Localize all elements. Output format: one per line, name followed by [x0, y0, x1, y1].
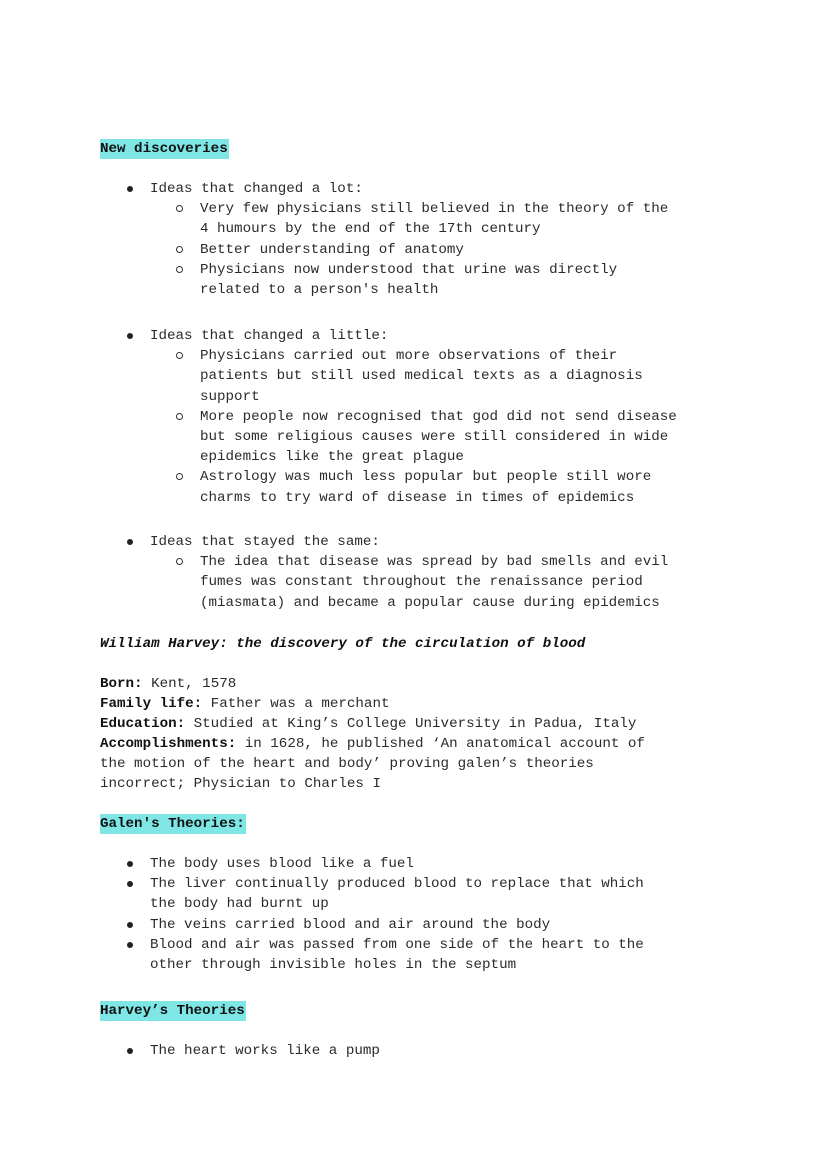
list-item: Ideas that changed a little: Physicians carried out more observations of their patients but still used medical texts as a diagnosis support More people now recognised that god did not send disease but some religious causes were still considered in wide epidemics like the great plague Astrology was much less popular but people still wore charms to try ward of disease in times of epidemics [150, 326, 677, 508]
list-item: Ideas that changed a lot: Very few physicians still believed in the theory of the 4 humours by the end of the 17th century Better understanding of anatomy Physicians now understood that urine was directly related to a person's health [150, 179, 668, 300]
bullet-list-changed-a-little [150, 326, 677, 508]
bullet-list-harvey-theories [150, 1041, 380, 1061]
sub-list [200, 552, 668, 613]
list-item: Ideas that stayed the same: The idea that disease was spread by bad smells and evil fumes was constant throughout the renaissance period (miasmata) and became a popular cause during epidemics [150, 532, 668, 613]
list-item: The veins carried blood and air around the body [150, 915, 644, 935]
list-item: The liver continually produced blood to replace that which the body had burnt up [150, 874, 644, 914]
bullet-list-galen [150, 854, 644, 975]
list-item: The heart works like a pump [150, 1041, 380, 1061]
education-row: Education: Studied at King’s College University in Padua, Italy [100, 716, 637, 732]
sub-list [200, 346, 677, 508]
harvey-info-block [100, 674, 720, 794]
harvey-title: William Harvey: the discovery of the circulation of blood [100, 636, 586, 652]
list-item: Physicians now understood that urine was directly related to a person's health [200, 260, 668, 300]
bullet-list-stayed-the-same [150, 532, 668, 613]
family-row: Family life: Father was a merchant [100, 696, 390, 712]
list-item: Physicians carried out more observations of their patients but still used medical texts as a diagnosis support [200, 346, 677, 407]
accomplishments-line: incorrect; Physician to Charles I [100, 776, 381, 792]
section-heading-new-discoveries: New discoveries [100, 141, 228, 157]
born-row: Born: Kent, 1578 [100, 676, 237, 692]
list-item: Astrology was much less popular but people still wore charms to try ward of disease in times of epidemics [200, 467, 677, 507]
list-item: The body uses blood like a fuel [150, 854, 644, 874]
sub-list [200, 199, 668, 300]
list-item: Very few physicians still believed in the theory of the 4 humours by the end of the 17th century [200, 199, 668, 239]
accomplishments-line: the motion of the heart and body’ proving galen’s theories [100, 756, 594, 772]
section-heading-harvey-theories: Harvey’s Theories [100, 1003, 245, 1019]
list-item: More people now recognised that god did not send disease but some religious causes were still considered in wide epidemics like the great plague [200, 407, 677, 468]
section-heading-galen: Galen's Theories: [100, 816, 245, 832]
accomplishments-row: Accomplishments: in 1628, he published ‘An anatomical account of [100, 736, 645, 752]
list-item: Blood and air was passed from one side of the heart to the other through invisible holes in the septum [150, 935, 644, 975]
bullet-list-changed-a-lot [150, 179, 668, 300]
list-item: Better understanding of anatomy [200, 240, 668, 260]
list-item: The idea that disease was spread by bad smells and evil fumes was constant throughout the renaissance period (miasmata) and became a popular cause during epidemics [200, 552, 668, 613]
